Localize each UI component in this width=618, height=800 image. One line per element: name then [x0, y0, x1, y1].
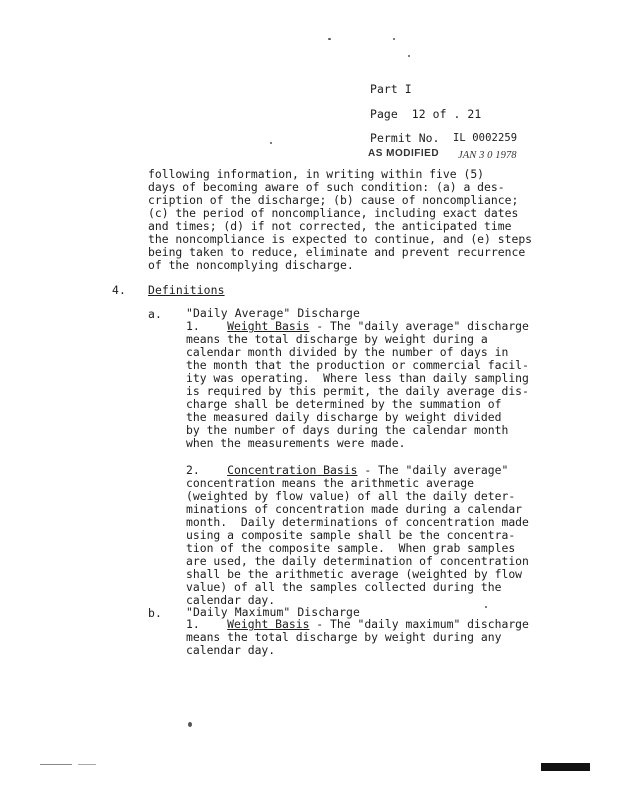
section-title: Definitions	[148, 283, 225, 297]
scan-speck	[328, 38, 331, 40]
text-line: means the total discharge by weight during any	[186, 630, 502, 644]
text-line: concentration means the arithmetic average	[186, 476, 475, 490]
text-line: shall be the arithmetic average (weighted by flow	[186, 567, 523, 581]
scan-mark	[40, 764, 72, 765]
text-line: calendar day.	[186, 643, 276, 657]
sub-item-number: 1.	[186, 319, 200, 333]
text-line: cription of the discharge; (b) cause of noncompliance;	[148, 193, 519, 207]
scan-speck	[270, 142, 272, 144]
text-line: tion of the composite sample. When grab samples	[186, 541, 516, 555]
sub-item-title: Weight Basis	[227, 617, 310, 631]
item-heading: "Daily Average" Discharge	[186, 306, 360, 320]
text-line: calendar month divided by the number of days in	[186, 345, 509, 359]
sub-item-title: Weight Basis	[227, 319, 310, 333]
page-number: Page 12 of . 21	[370, 107, 482, 121]
sub-item-first-line	[186, 618, 529, 630]
text-line: (c) the period of noncompliance, including exact dates	[148, 206, 519, 220]
scan-mark	[78, 764, 96, 765]
sub-item-title: Concentration Basis	[227, 463, 358, 477]
text-line: the measured daily discharge by weight divided	[186, 410, 502, 424]
text-line: charge shall be determined by the summation of	[186, 397, 502, 411]
text-line: (weighted by flow value) of all the daily deter-	[186, 489, 516, 503]
modified-date: JAN 3 0 1978	[458, 150, 517, 161]
scan-speck	[408, 55, 410, 57]
text-line: and times; (d) if not corrected, the anticipated time	[148, 219, 512, 233]
text-line: calendar day.	[186, 593, 276, 607]
text-line: following information, in writing within five (5)	[148, 167, 485, 181]
text-line: by the number of days during the calendar month	[186, 423, 509, 437]
text-line: minations of concentration made during a calendar	[186, 502, 523, 516]
text-line: when the measurements were made.	[186, 436, 406, 450]
text-line: is required by this permit, the daily average dis-	[186, 384, 529, 398]
sub-item-text: - The "daily average"	[357, 463, 509, 477]
text-line: value) of all the samples collected during the	[186, 580, 502, 594]
sub-item-text: - The "daily average" discharge	[309, 319, 529, 333]
sub-item-first-line	[186, 464, 508, 476]
sub-item-first-line	[186, 320, 529, 332]
item-letter: a.	[148, 307, 162, 321]
sub-item-text: - The "daily maximum" discharge	[309, 617, 529, 631]
text-line: using a composite sample shall be the concentra-	[186, 528, 516, 542]
scan-speck	[188, 722, 192, 727]
permit-label: Permit No.	[370, 131, 440, 145]
text-line: being taken to reduce, eliminate and prevent recurrence	[148, 245, 526, 259]
text-line: means the total discharge by weight during a	[186, 332, 488, 346]
sub-item-number: 1.	[186, 617, 200, 631]
item-letter: b.	[148, 606, 162, 620]
text-line: the noncompliance is expected to continue, and (e) steps	[148, 232, 533, 246]
item-heading: "Daily Maximum" Discharge	[186, 605, 360, 619]
text-line: are used, the daily determination of concentration	[186, 554, 529, 568]
text-line: of the noncomplying discharge.	[148, 258, 354, 272]
redaction-bar	[541, 763, 590, 771]
modified-stamp: AS MODIFIED	[368, 148, 440, 159]
text-line: month. Daily determinations of concentration made	[186, 515, 529, 529]
text-line: days of becoming aware of such condition: (a) a des-	[148, 180, 505, 194]
scan-speck	[393, 38, 395, 40]
text-line: the month that the production or commercial facil-	[186, 358, 529, 372]
text-line: ity was operating. Where less than daily sampling	[186, 371, 529, 385]
section-number: 4.	[112, 283, 126, 297]
sub-item-number: 2.	[186, 463, 200, 477]
permit-number: IL 0002259	[453, 132, 518, 144]
scan-speck	[485, 606, 487, 608]
part-label: Part I	[370, 82, 412, 96]
